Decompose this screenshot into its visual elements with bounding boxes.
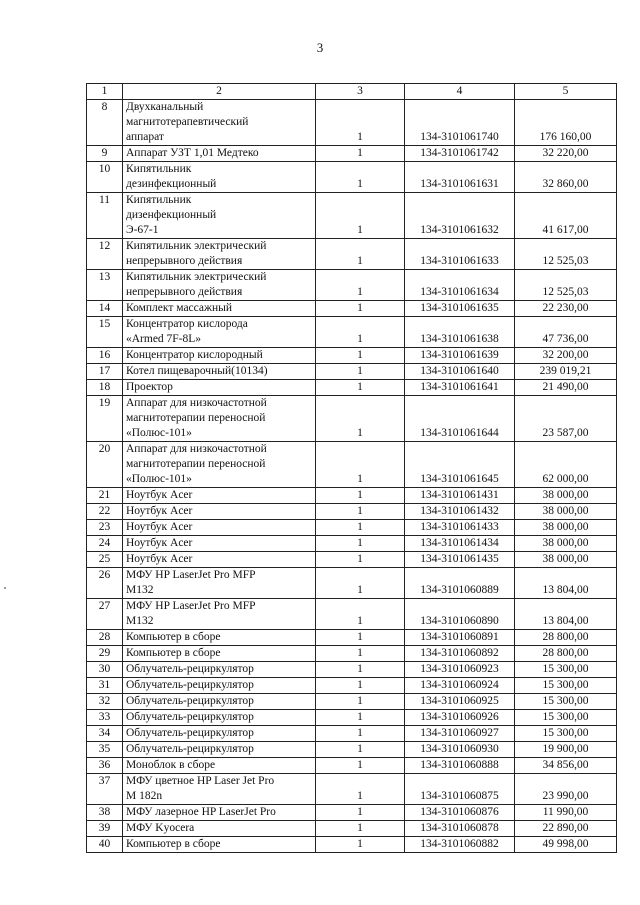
item-name: Облучатель-рециркулятор [123,694,316,710]
row-number: 33 [87,710,123,726]
item-name: МФУ лазерное HP LaserJet Pro [123,805,316,821]
inventory-code: 134-3101061644 [405,396,515,442]
inventory-code: 134-3101060926 [405,710,515,726]
inventory-code: 134-3101060875 [405,774,515,805]
inventory-code: 134-3101061742 [405,146,515,162]
price: 49 998,00 [515,837,617,853]
table-row [87,270,617,301]
price: 22 890,00 [515,821,617,837]
row-number: 26 [87,568,123,599]
inventory-code: 134-3101060876 [405,805,515,821]
quantity: 1 [316,552,405,568]
price: 15 300,00 [515,678,617,694]
row-number: 36 [87,758,123,774]
quantity: 1 [316,348,405,364]
item-name: МФУ HP LaserJet Pro MFP M132 [123,599,316,630]
inventory-code: 134-3101061434 [405,536,515,552]
quantity: 1 [316,270,405,301]
price: 38 000,00 [515,552,617,568]
price: 41 617,00 [515,193,617,239]
quantity: 1 [316,301,405,317]
row-number: 8 [87,100,123,146]
table-row [87,396,617,442]
inventory-code: 134-3101061435 [405,552,515,568]
price: 32 200,00 [515,348,617,364]
table-row [87,662,617,678]
item-name: Облучатель-рециркулятор [123,726,316,742]
row-number: 38 [87,805,123,821]
scan-speck [4,587,6,589]
header-row [87,84,617,100]
table-row [87,678,617,694]
quantity: 1 [316,380,405,396]
item-name: Ноутбук Acer [123,488,316,504]
inventory-code: 134-3101061641 [405,380,515,396]
quantity: 1 [316,364,405,380]
price: 176 160,00 [515,100,617,146]
inventory-code: 134-3101061740 [405,100,515,146]
inventory-code: 134-3101061634 [405,270,515,301]
item-name: Котел пищеварочный(10134) [123,364,316,380]
item-name: Концентратор кислорода «Armed 7F-8L» [123,317,316,348]
quantity: 1 [316,442,405,488]
quantity: 1 [316,568,405,599]
quantity: 1 [316,599,405,630]
row-number: 24 [87,536,123,552]
price: 15 300,00 [515,662,617,678]
price: 15 300,00 [515,710,617,726]
item-name: МФУ цветное HP Laser Jet Pro M 182n [123,774,316,805]
inventory-code: 134-3101060892 [405,646,515,662]
quantity: 1 [316,821,405,837]
inventory-code: 134-3101060923 [405,662,515,678]
row-number: 14 [87,301,123,317]
inventory-code: 134-3101060888 [405,758,515,774]
table-row [87,694,617,710]
inventory-code: 134-3101060924 [405,678,515,694]
inventory-code: 134-3101061633 [405,239,515,270]
quantity: 1 [316,239,405,270]
price: 21 490,00 [515,380,617,396]
table-row [87,348,617,364]
table-row [87,568,617,599]
inventory-code: 134-3101061639 [405,348,515,364]
quantity: 1 [316,646,405,662]
page-number: 3 [316,40,324,55]
row-number: 16 [87,348,123,364]
price: 22 230,00 [515,301,617,317]
item-name: Облучатель-рециркулятор [123,742,316,758]
table-row [87,239,617,270]
inventory-code: 134-3101060890 [405,599,515,630]
quantity: 1 [316,742,405,758]
table-row [87,630,617,646]
price: 11 990,00 [515,805,617,821]
quantity: 1 [316,758,405,774]
inventory-table [86,83,617,853]
column-header: 5 [515,84,617,100]
inventory-code: 134-3101060927 [405,726,515,742]
price: 23 587,00 [515,396,617,442]
price: 239 019,21 [515,364,617,380]
table-row [87,100,617,146]
inventory-code: 134-3101061432 [405,504,515,520]
inventory-code: 134-3101060882 [405,837,515,853]
row-number: 18 [87,380,123,396]
table-row [87,805,617,821]
item-name: Моноблок в сборе [123,758,316,774]
price: 32 860,00 [515,162,617,193]
item-name: Компьютер в сборе [123,646,316,662]
table-row [87,821,617,837]
table-row [87,552,617,568]
item-name: МФУ HP LaserJet Pro MFP M132 [123,568,316,599]
table-row [87,758,617,774]
inventory-code: 134-3101060925 [405,694,515,710]
table-row [87,726,617,742]
quantity: 1 [316,662,405,678]
row-number: 11 [87,193,123,239]
row-number: 39 [87,821,123,837]
quantity: 1 [316,710,405,726]
price: 38 000,00 [515,488,617,504]
row-number: 13 [87,270,123,301]
inventory-code: 134-3101060878 [405,821,515,837]
row-number: 20 [87,442,123,488]
table-row [87,520,617,536]
quantity: 1 [316,504,405,520]
row-number: 40 [87,837,123,853]
column-header: 1 [87,84,123,100]
inventory-code: 134-3101060930 [405,742,515,758]
item-name: Концентратор кислородный [123,348,316,364]
price: 15 300,00 [515,726,617,742]
price: 28 800,00 [515,630,617,646]
table-row [87,536,617,552]
row-number: 23 [87,520,123,536]
price: 32 220,00 [515,146,617,162]
quantity: 1 [316,694,405,710]
table-row [87,193,617,239]
quantity: 1 [316,488,405,504]
table-row [87,646,617,662]
price: 13 804,00 [515,599,617,630]
row-number: 12 [87,239,123,270]
inventory-code: 134-3101060889 [405,568,515,599]
table-row [87,837,617,853]
price: 23 990,00 [515,774,617,805]
price: 62 000,00 [515,442,617,488]
inventory-code: 134-3101061431 [405,488,515,504]
price: 19 900,00 [515,742,617,758]
quantity: 1 [316,396,405,442]
item-name: Аппарат для низкочастотной магнитотерапии переносной «Полюс-101» [123,396,316,442]
item-name: МФУ Kyocera [123,821,316,837]
row-number: 10 [87,162,123,193]
item-name: Кипятильник дезинфекционный [123,162,316,193]
quantity: 1 [316,520,405,536]
row-number: 22 [87,504,123,520]
row-number: 9 [87,146,123,162]
price: 12 525,03 [515,239,617,270]
column-header: 2 [123,84,316,100]
quantity: 1 [316,774,405,805]
price: 34 856,00 [515,758,617,774]
table-row [87,364,617,380]
row-number: 17 [87,364,123,380]
table-row [87,710,617,726]
price: 28 800,00 [515,646,617,662]
quantity: 1 [316,726,405,742]
item-name: Кипятильник электрический непрерывного действия [123,270,316,301]
item-name: Аппарат УЗТ 1,01 Медтеко [123,146,316,162]
quantity: 1 [316,536,405,552]
price: 15 300,00 [515,694,617,710]
price: 12 525,03 [515,270,617,301]
item-name: Комплект массажный [123,301,316,317]
row-number: 21 [87,488,123,504]
row-number: 27 [87,599,123,630]
item-name: Облучатель-рециркулятор [123,662,316,678]
inventory-code: 134-3101060891 [405,630,515,646]
column-header: 3 [316,84,405,100]
row-number: 29 [87,646,123,662]
quantity: 1 [316,193,405,239]
item-name: Компьютер в сборе [123,837,316,853]
price: 38 000,00 [515,520,617,536]
item-name: Облучатель-рециркулятор [123,678,316,694]
inventory-code: 134-3101061645 [405,442,515,488]
quantity: 1 [316,100,405,146]
row-number: 34 [87,726,123,742]
table-row [87,599,617,630]
price: 38 000,00 [515,504,617,520]
item-name: Компьютер в сборе [123,630,316,646]
table-row [87,380,617,396]
price: 38 000,00 [515,536,617,552]
table-row [87,146,617,162]
row-number: 28 [87,630,123,646]
table-row [87,162,617,193]
table-row [87,488,617,504]
inventory-code: 134-3101061631 [405,162,515,193]
item-name: Ноутбук Acer [123,520,316,536]
inventory-code: 134-3101061635 [405,301,515,317]
table-row [87,301,617,317]
inventory-code: 134-3101061640 [405,364,515,380]
quantity: 1 [316,805,405,821]
item-name: Кипятильник дизенфекционный Э-67-1 [123,193,316,239]
row-number: 15 [87,317,123,348]
quantity: 1 [316,317,405,348]
inventory-code: 134-3101061433 [405,520,515,536]
row-number: 30 [87,662,123,678]
table-row [87,504,617,520]
item-name: Ноутбук Acer [123,504,316,520]
row-number: 35 [87,742,123,758]
table-row [87,442,617,488]
item-name: Проектор [123,380,316,396]
inventory-code: 134-3101061632 [405,193,515,239]
row-number: 37 [87,774,123,805]
quantity: 1 [316,837,405,853]
row-number: 19 [87,396,123,442]
item-name: Кипятильник электрический непрерывного действия [123,239,316,270]
table-row [87,774,617,805]
column-header: 4 [405,84,515,100]
table-row [87,742,617,758]
quantity: 1 [316,678,405,694]
item-name: Двухканальный магнитотерапевтический аппарат [123,100,316,146]
row-number: 25 [87,552,123,568]
price: 47 736,00 [515,317,617,348]
item-name: Ноутбук Acer [123,552,316,568]
row-number: 32 [87,694,123,710]
table-row [87,317,617,348]
quantity: 1 [316,630,405,646]
quantity: 1 [316,146,405,162]
price: 13 804,00 [515,568,617,599]
item-name: Ноутбук Acer [123,536,316,552]
quantity: 1 [316,162,405,193]
item-name: Облучатель-рециркулятор [123,710,316,726]
item-name: Аппарат для низкочастотной магнитотерапии переносной «Полюс-101» [123,442,316,488]
row-number: 31 [87,678,123,694]
inventory-code: 134-3101061638 [405,317,515,348]
